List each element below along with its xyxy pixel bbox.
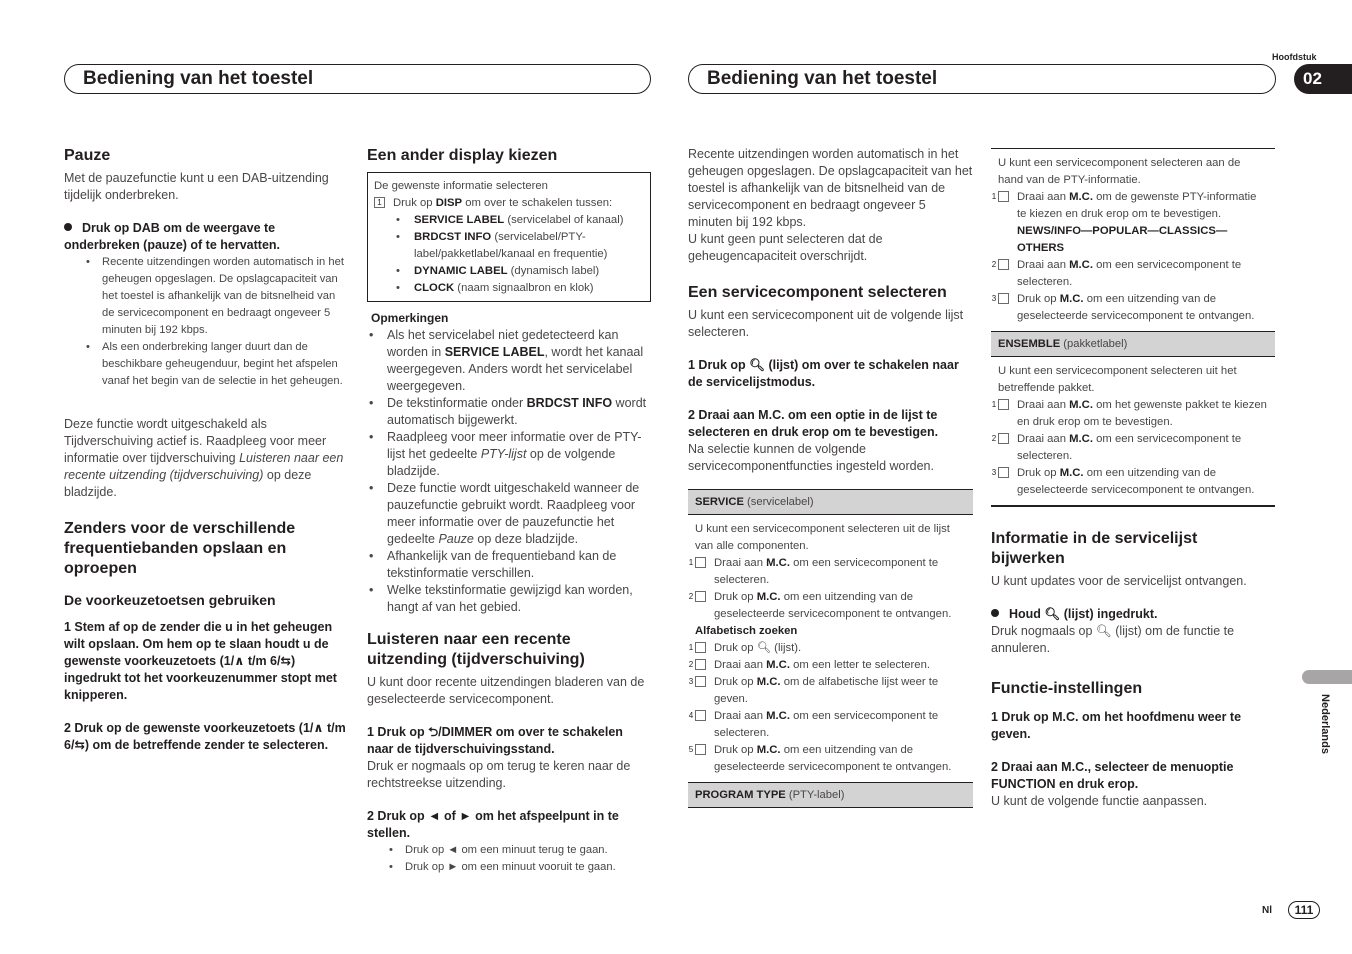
step-number-icon: 3 bbox=[695, 676, 706, 687]
section-title-info: Informatie in de servicelijst bijwerken bbox=[991, 530, 1198, 567]
luisteren-bullets bbox=[387, 842, 651, 876]
step-number-icon: 1 bbox=[695, 642, 706, 653]
list-item: • SERVICE LABEL (servicelabel of kanaal) bbox=[394, 212, 644, 229]
pauze-step: Druk op DAB om de weergave te onderbreken (pauze) of te hervatten. bbox=[64, 221, 281, 252]
step-number-icon: 5 bbox=[695, 744, 706, 755]
display-info-box bbox=[367, 172, 651, 302]
numbered-step: 2 Draai aan M.C. om een servicecomponent te selecteren. bbox=[991, 433, 1242, 462]
section-title-service: Een servicecomponent selecteren bbox=[688, 284, 947, 301]
numbered-step: 5 Druk op M.C. om een uitzending van de geselecteerde servicecomponent te ontvangen. bbox=[688, 744, 952, 773]
list-item: • De tekstinformatie onder BRDCST INFO wordt automatisch bijgewerkt. bbox=[367, 395, 651, 429]
functie-step-2-text: U kunt de volgende functie aanpassen. bbox=[991, 794, 1208, 808]
intro-text-2: U kunt geen punt selecteren dat de geheugencapaciteit overschrijdt. bbox=[688, 232, 883, 263]
numbered-step: 1 Draai aan M.C. om de gewenste PTY-informatie te kiezen en druk erop om te bevestigen. bbox=[991, 191, 1257, 220]
section-title-functie: Functie-instellingen bbox=[991, 680, 1143, 697]
pauze-text: Met de pauzefunctie kunt u een DAB-uitzending tijdelijk onderbreken. bbox=[64, 171, 329, 202]
numbered-step: 1 Draai aan M.C. om een servicecomponent te selecteren. bbox=[688, 557, 939, 586]
column-2 bbox=[367, 146, 651, 876]
pauze-bullets bbox=[84, 254, 348, 390]
column-3 bbox=[688, 146, 973, 808]
luisteren-text: U kunt door recente uitzendingen bladeren van de geselecteerde servicecomponent. bbox=[367, 675, 645, 706]
list-item: • Als het servicelabel niet gedetecteerd kan worden in SERVICE LABEL, wordt het kanaal weergegeven. Anders wordt het servicelabel weergegeven. bbox=[367, 327, 651, 395]
repeat-icon: ⇆ bbox=[280, 654, 291, 668]
language-tab bbox=[1302, 670, 1352, 684]
section-title-zenders: Zenders voor de verschillende frequentiebanden opslaan en oproepen bbox=[64, 520, 296, 577]
search-icon: 🔍︎ bbox=[749, 358, 765, 372]
step-number-icon: 3 bbox=[998, 293, 1009, 304]
repeat-icon: ⇆ bbox=[74, 738, 85, 752]
return-icon: ⮌ bbox=[428, 725, 439, 739]
step-1: 1 Stem af op de zender die u in het geheugen wilt opslaan. Om hem op te slaan houdt u de gewenste voorkeuzetoets (1/∧ t/m 6/⇆) ingedrukt tot het voorkeuzenummer stopt met knipperen. bbox=[64, 620, 337, 702]
numbered-step: 2 Draai aan M.C. om een letter te selecteren. bbox=[688, 659, 931, 671]
list-item: • Druk op ◄ om een minuut terug te gaan. bbox=[387, 842, 651, 859]
chapter-label: Hoofdstuk bbox=[1272, 52, 1317, 62]
numbered-step: 4 Draai aan M.C. om een servicecomponent te selecteren. bbox=[688, 710, 939, 739]
header-title-left: Bediening van het toestel bbox=[83, 68, 314, 89]
alfa-title: Alfabetisch zoeken bbox=[695, 625, 798, 637]
numbered-step: 1 Draai aan M.C. om het gewenste pakket te kiezen en druk erop om te bevestigen. bbox=[991, 399, 1267, 428]
intro-text: Recente uitzendingen worden automatisch in het geheugen opgeslagen. De opslagcapaciteit van het toestel is afhankelijk van de bitsnelheid van de servicecomponent en bedraagt ongeveer 5 minuten bij 192 kbps. bbox=[688, 147, 973, 229]
step-number-icon: 1 bbox=[695, 557, 706, 568]
service-step-2-text: Na selectie kunnen de volgende servicecomponentfuncties ingesteld worden. bbox=[688, 442, 934, 473]
numbered-step: 3 Druk op M.C. om de alfabetische lijst weer te geven. bbox=[688, 676, 939, 705]
pty-cell bbox=[991, 149, 1275, 331]
functie-step-2: 2 Draai aan M.C., selecteer de menuoptie FUNCTION en druk erop. bbox=[991, 760, 1234, 791]
luisteren-step-1: 1 Druk op ⮌/DIMMER om over te schakelen naar de tijdverschuivingsstand. bbox=[367, 725, 623, 756]
page-header-left bbox=[64, 64, 651, 94]
pty-options: NEWS/INFO—POPULAR—CLASSICS—OTHERS bbox=[1017, 225, 1228, 254]
service-text: U kunt een servicecomponent uit de volgende lijst selecteren. bbox=[688, 308, 964, 339]
list-item: • Deze functie wordt uitgeschakeld wanneer de pauzefunctie gebruikt wordt. Raadpleeg voor meer informatie over de pauzefunctie het gedeelte Pauze op deze bladzijde. bbox=[367, 480, 651, 548]
box-heading: De gewenste informatie selecteren bbox=[374, 180, 548, 192]
service-bar: SERVICE (servicelabel) bbox=[688, 489, 973, 515]
bullet-dot-icon bbox=[64, 223, 72, 231]
step-number-icon: 1 bbox=[374, 197, 385, 208]
service-step-1: 1 Druk op 🔍︎ (lijst) om over te schakelen naar de servicelijstmodus. bbox=[688, 358, 959, 389]
section-title-display: Een ander display kiezen bbox=[367, 147, 558, 164]
functie-step-1: 1 Druk op M.C. om het hoofdmenu weer te geven. bbox=[991, 710, 1242, 741]
column-1 bbox=[64, 146, 348, 754]
step-number-icon: 2 bbox=[998, 259, 1009, 270]
service-cell bbox=[688, 515, 973, 782]
up-arrow-icon: ∧ bbox=[234, 654, 245, 668]
notes-list bbox=[367, 327, 651, 616]
luisteren-step-1-text: Druk er nogmaals op om terug te keren naar de rechtstreekse uitzending. bbox=[367, 759, 631, 790]
service-intro: U kunt een servicecomponent selecteren uit de lijst van alle componenten. bbox=[695, 523, 950, 552]
up-arrow-icon: ∧ bbox=[313, 721, 324, 735]
box-step: 1 Druk op DISP om over te schakelen tussen: bbox=[374, 195, 644, 212]
luisteren-step-2: 2 Druk op ◄ of ► om het afspeelpunt in te stellen. bbox=[367, 809, 619, 840]
list-item: • DYNAMIC LABEL (dynamisch label) bbox=[394, 263, 644, 280]
list-item: • Afhankelijk van de frequentieband kan de tekstinformatie verschillen. bbox=[367, 548, 651, 582]
page-number: 111 bbox=[1288, 901, 1320, 919]
list-item: • CLOCK (naam signaalbron en klok) bbox=[394, 280, 644, 297]
column-4 bbox=[991, 148, 1275, 810]
list-item: • BRDCST INFO (servicelabel/PTY-label/pakketlabel/kanaal en frequentie) bbox=[394, 229, 644, 263]
ensemble-cell bbox=[991, 357, 1275, 505]
step-number-icon: 1 bbox=[998, 399, 1009, 410]
pauze-note: Deze functie wordt uitgeschakeld als Tijdverschuiving actief is. Raadpleeg voor meer informatie over tijdverschuiving Luisteren naar een recente uitzending (tijdverschuiving) op deze bladzijde. bbox=[64, 417, 344, 499]
list-item: • Raadpleeg voor meer informatie over de PTY-lijst het gedeelte PTY-lijst op de volgende bladzijde. bbox=[367, 429, 651, 480]
footer-lang: Nl bbox=[1262, 905, 1272, 916]
search-icon: 🔍︎ bbox=[1044, 607, 1061, 621]
list-item: • Druk op ► om een minuut vooruit te gaan. bbox=[387, 859, 651, 876]
page-header-right bbox=[688, 64, 1276, 94]
ensemble-bar: ENSEMBLE (pakketlabel) bbox=[991, 331, 1275, 357]
info-text-2: Druk nogmaals op 🔍︎ (lijst) om de functie te annuleren. bbox=[991, 624, 1235, 655]
info-step: Houd 🔍︎ (lijst) ingedrukt. bbox=[991, 606, 1275, 623]
chapter-badge: 02 bbox=[1294, 64, 1352, 94]
list-item: • Als een onderbreking langer duurt dan de beschikbare geheugenduur, begint het afspelen vanaf het begin van de selectie in het geheugen. bbox=[84, 339, 348, 390]
numbered-step: 3 Druk op M.C. om een uitzending van de geselecteerde servicecomponent te ontvangen. bbox=[991, 467, 1255, 496]
section-title-pauze: Pauze bbox=[64, 147, 111, 164]
step-number-icon: 2 bbox=[695, 659, 706, 670]
numbered-step: 1 Druk op 🔍︎ (lijst). bbox=[688, 642, 802, 654]
bullet-dot-icon bbox=[991, 609, 999, 617]
ensemble-intro: U kunt een servicecomponent selecteren uit het betreffende pakket. bbox=[998, 365, 1237, 394]
subsection-voorkeuze: De voorkeuzetoetsen gebruiken bbox=[64, 592, 276, 608]
info-text: U kunt updates voor de servicelijst ontvangen. bbox=[991, 574, 1247, 588]
step-number-icon: 4 bbox=[695, 710, 706, 721]
search-icon: 🔍︎ bbox=[1095, 624, 1112, 638]
service-step-2: 2 Draai aan M.C. om een optie in de lijst te selecteren en druk erop om te bevestigen. bbox=[688, 408, 939, 439]
display-options bbox=[394, 212, 644, 297]
pty-bar: PROGRAM TYPE (PTY-label) bbox=[688, 782, 973, 808]
section-title-luisteren: Luisteren naar een recente uitzending (tijdverschuiving) bbox=[367, 631, 585, 668]
numbered-step: 2 Druk op M.C. om een uitzending van de geselecteerde servicecomponent te ontvangen. bbox=[688, 591, 952, 620]
step-number-icon: 3 bbox=[998, 467, 1009, 478]
step-number-icon: 1 bbox=[998, 191, 1009, 202]
language-label: Nederlands bbox=[1319, 694, 1331, 754]
search-icon: 🔍︎ bbox=[756, 642, 772, 654]
notes-title: Opmerkingen bbox=[371, 311, 449, 325]
numbered-step: 2 Draai aan M.C. om een servicecomponent te selecteren. bbox=[991, 259, 1242, 288]
list-item: • Welke tekstinformatie gewijzigd kan worden, hangt af van het gebied. bbox=[367, 582, 651, 616]
list-item: • Recente uitzendingen worden automatisch in het geheugen opgeslagen. De opslagcapaciteit van het toestel is afhankelijk van de bitsnelheid van de servicecomponent en bedraagt ongeveer 5 minuten bij 192 kbps. bbox=[84, 254, 348, 339]
numbered-step: 3 Druk op M.C. om een uitzending van de geselecteerde servicecomponent te ontvangen. bbox=[991, 293, 1255, 322]
step-2: 2 Druk op de gewenste voorkeuzetoets (1/∧ t/m 6/⇆) om de betreffende zender te selecteren. bbox=[64, 721, 346, 752]
header-title-right: Bediening van het toestel bbox=[707, 68, 938, 89]
step-number-icon: 2 bbox=[998, 433, 1009, 444]
step-number-icon: 2 bbox=[695, 591, 706, 602]
pty-intro: U kunt een servicecomponent selecteren aan de hand van de PTY-informatie. bbox=[998, 157, 1241, 186]
